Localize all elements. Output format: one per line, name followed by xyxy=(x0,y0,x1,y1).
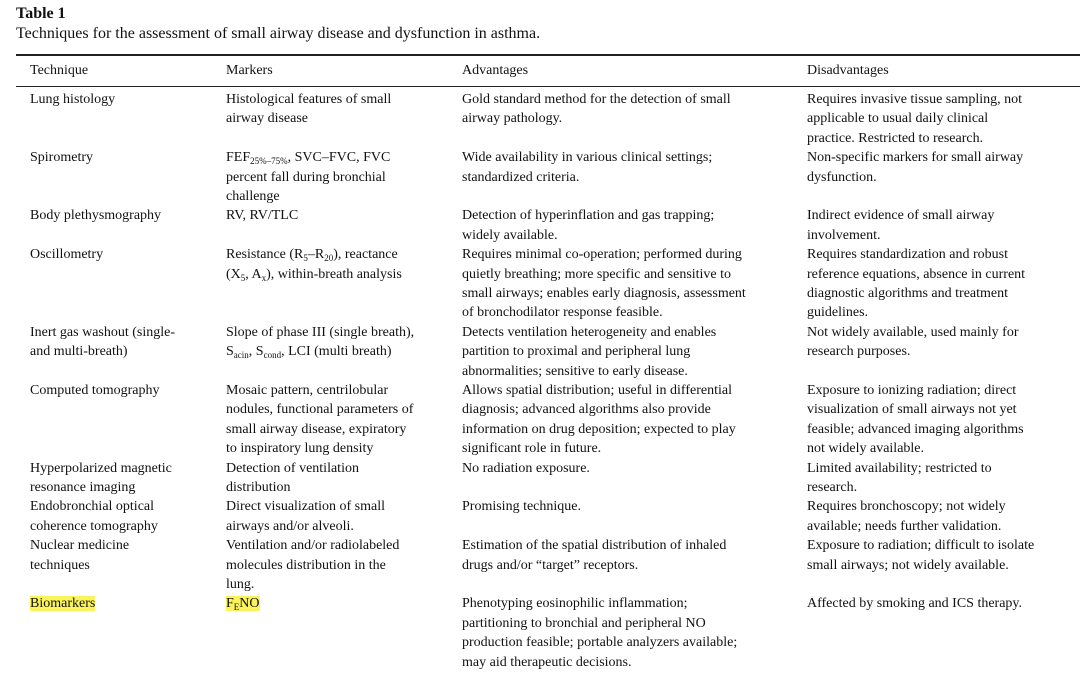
marker-text: (X xyxy=(226,266,241,282)
cell-line: Promising technique. xyxy=(462,499,581,515)
cell-line: Detection of ventilation xyxy=(226,460,359,476)
cell-line: applicable to usual daily clinical xyxy=(807,111,989,127)
highlighted-text xyxy=(226,596,260,611)
cell-line: airway disease xyxy=(226,111,309,127)
markers-cell xyxy=(226,90,451,129)
technique-cell xyxy=(30,594,215,613)
table-row xyxy=(0,381,1080,459)
cell-line: drugs and/or “target” receptors. xyxy=(462,557,639,573)
table-body xyxy=(0,90,1080,672)
technique-cell xyxy=(30,536,215,575)
marker-subscript: 20 xyxy=(324,253,334,264)
cell-line: available; needs further validation. xyxy=(807,518,1002,534)
cell-line: small airway disease, expiratory xyxy=(226,421,407,437)
cell-line: information on drug deposition; expected to play xyxy=(462,421,736,437)
cell-line: diagnosis; advanced algorithms also provide xyxy=(462,402,711,418)
cell-line: of bronchodilator response feasible. xyxy=(462,305,663,321)
markers-cell xyxy=(226,497,451,536)
cell-line: Non-specific markers for small airway xyxy=(807,150,1024,166)
cell-line: Affected by smoking and ICS therapy. xyxy=(807,596,1023,612)
cell-line: molecules distribution in the xyxy=(226,557,386,573)
cell-line: partitioning to bronchial and peripheral NO xyxy=(462,615,706,631)
technique-cell xyxy=(30,381,215,400)
cell-line: nodules, functional parameters of xyxy=(226,402,414,418)
cell-line: challenge xyxy=(226,189,280,204)
cell-line: Direct visualization of small xyxy=(226,499,386,515)
disadvantages-cell xyxy=(807,536,1075,575)
cell-line: production feasible; portable analyzers available; xyxy=(462,635,738,651)
marker-text: FEF xyxy=(226,150,251,166)
cell-line: Endobronchial optical xyxy=(30,499,155,515)
marker-subscript: 5 xyxy=(303,253,308,264)
highlighted-text: Biomarkers xyxy=(30,596,96,612)
cell-line: techniques xyxy=(30,557,90,573)
cell-line: and multi-breath) xyxy=(30,344,128,360)
cell-line: distribution xyxy=(226,479,291,495)
marker-text: ), reactance xyxy=(333,247,398,263)
technique-cell xyxy=(30,206,215,225)
advantages-cell xyxy=(462,206,792,245)
cell-line: involvement. xyxy=(807,227,881,243)
cell-line: standardized criteria. xyxy=(462,169,580,185)
cell-line: partition to proximal and peripheral lung xyxy=(462,344,691,360)
cell-line xyxy=(226,148,451,167)
table-row xyxy=(0,90,1080,148)
cell-line: Wide availability in various clinical settings; xyxy=(462,150,713,166)
table-row xyxy=(0,245,1080,323)
cell-line: Oscillometry xyxy=(30,247,104,263)
technique-cell xyxy=(30,497,215,536)
advantages-cell xyxy=(462,245,792,323)
table-row xyxy=(0,594,1080,672)
disadvantages-cell xyxy=(807,497,1075,536)
cell-line: not widely available. xyxy=(807,441,925,457)
markers-cell xyxy=(226,245,451,284)
technique-cell xyxy=(30,148,215,167)
cell-line: abnormalities; sensitive to early disease. xyxy=(462,363,688,379)
cell-line: may aid therapeutic decisions. xyxy=(462,654,632,670)
marker-text: , SVC–FVC, FVC xyxy=(287,150,391,166)
cell-line: No radiation exposure. xyxy=(462,460,590,476)
cell-line: RV, RV/TLC xyxy=(226,208,299,224)
cell-line: airways and/or alveoli. xyxy=(226,518,354,534)
cell-line: Nuclear medicine xyxy=(30,538,130,554)
cell-line: resonance imaging xyxy=(30,479,136,495)
cell-line: widely available. xyxy=(462,227,558,243)
markers-cell xyxy=(226,381,451,459)
top-rule xyxy=(16,54,1080,56)
markers-cell xyxy=(226,536,451,594)
cell-line: visualization of small airways not yet xyxy=(807,402,1017,418)
table-row xyxy=(0,459,1080,498)
technique-cell xyxy=(30,90,215,109)
cell-line: Requires invasive tissue sampling, not xyxy=(807,92,1023,107)
cell-line xyxy=(226,594,451,613)
cell-line: Requires standardization and robust xyxy=(807,247,1009,263)
marker-subscript: E xyxy=(233,602,240,613)
advantages-cell xyxy=(462,497,792,516)
technique-cell xyxy=(30,245,215,264)
cell-line xyxy=(30,594,215,613)
advantages-cell xyxy=(462,459,792,478)
cell-line: coherence tomography xyxy=(30,518,158,534)
cell-line: Histological features of small xyxy=(226,92,392,107)
cell-line: Slope of phase III (single breath), xyxy=(226,324,415,340)
marker-subscript: 25%–75% xyxy=(250,156,288,167)
advantages-cell xyxy=(462,323,792,381)
cell-line: guidelines. xyxy=(807,305,869,321)
cell-line: Ventilation and/or radiolabeled xyxy=(226,538,400,554)
advantages-cell xyxy=(462,536,792,575)
cell-line: research purposes. xyxy=(807,344,911,360)
advantages-cell xyxy=(462,148,792,187)
header-disadvantages: Disadvantages xyxy=(807,63,889,78)
cell-line: Body plethysmography xyxy=(30,208,162,224)
marker-text: Resistance (R xyxy=(226,247,304,263)
cell-line: Not widely available, used mainly for xyxy=(807,324,1019,340)
markers-cell xyxy=(226,323,451,362)
disadvantages-cell xyxy=(807,459,1075,498)
marker-text: F xyxy=(226,596,234,612)
marker-subscript: acin xyxy=(233,350,249,361)
markers-cell xyxy=(226,206,451,225)
marker-subscript: cond xyxy=(263,350,282,361)
advantages-cell xyxy=(462,594,792,672)
cell-line: Limited availability; restricted to xyxy=(807,460,992,476)
cell-line: Hyperpolarized magnetic xyxy=(30,460,172,476)
table-row xyxy=(0,536,1080,594)
cell-line: lung. xyxy=(226,576,255,592)
cell-line: significant role in future. xyxy=(462,441,602,457)
cell-line: practice. Restricted to research. xyxy=(807,130,984,146)
cell-line: airway pathology. xyxy=(462,111,563,127)
table-row xyxy=(0,148,1080,206)
cell-line: feasible; advanced imaging algorithms xyxy=(807,421,1024,437)
cell-line: Mosaic pattern, centrilobular xyxy=(226,382,389,398)
cell-line: Exposure to radiation; difficult to isolate xyxy=(807,538,1035,554)
cell-line: Requires minimal co-operation; performed during xyxy=(462,247,742,263)
markers-cell xyxy=(226,148,451,206)
cell-line: quietly breathing; more specific and sensitive to xyxy=(462,266,732,282)
header-rule xyxy=(16,86,1080,87)
cell-line: to inspiratory lung density xyxy=(226,441,374,457)
disadvantages-cell xyxy=(807,90,1075,148)
marker-text: S xyxy=(226,344,234,360)
table-title: Techniques for the assessment of small airway disease and dysfunction in asthma. xyxy=(16,25,541,42)
marker-text: NO xyxy=(239,596,260,612)
marker-text: , S xyxy=(248,344,264,360)
cell-line xyxy=(226,245,451,264)
cell-line: Gold standard method for the detection of small xyxy=(462,92,731,107)
markers-cell xyxy=(226,594,451,613)
cell-line: Allows spatial distribution; useful in differential xyxy=(462,382,732,398)
cell-line: Inert gas washout (single- xyxy=(30,324,176,340)
cell-line: percent fall during bronchial xyxy=(226,169,386,185)
cell-line: Detects ventilation heterogeneity and enables xyxy=(462,324,717,340)
header-markers: Markers xyxy=(226,63,273,78)
marker-text: , A xyxy=(245,266,262,282)
cell-line: small airways; enables early diagnosis, assessment xyxy=(462,285,746,301)
cell-line: Estimation of the spatial distribution of inhaled xyxy=(462,538,727,554)
advantages-cell xyxy=(462,90,792,129)
technique-cell xyxy=(30,323,215,362)
cell-line: Spirometry xyxy=(30,150,93,166)
table-label: Table 1 xyxy=(16,5,66,22)
markers-cell xyxy=(226,459,451,498)
cell-line: reference equations, absence in current xyxy=(807,266,1026,282)
cell-line: Detection of hyperinflation and gas trapping; xyxy=(462,208,715,224)
header-advantages: Advantages xyxy=(462,63,529,78)
table-row xyxy=(0,497,1080,536)
cell-line xyxy=(226,265,451,284)
marker-text: ), within-breath analysis xyxy=(266,266,402,282)
table-row xyxy=(0,206,1080,245)
cell-line: Requires bronchoscopy; not widely xyxy=(807,499,1006,515)
marker-subscript: x xyxy=(261,272,267,283)
cell-line: Indirect evidence of small airway xyxy=(807,208,995,224)
technique-cell xyxy=(30,459,215,498)
cell-line xyxy=(226,342,451,361)
cell-line: Lung histology xyxy=(30,92,116,107)
marker-text: –R xyxy=(307,247,325,263)
cell-line: small airways; not widely available. xyxy=(807,557,1009,573)
advantages-cell xyxy=(462,381,792,459)
disadvantages-cell xyxy=(807,206,1075,245)
marker-subscript: 5 xyxy=(240,272,246,283)
disadvantages-cell xyxy=(807,245,1075,323)
cell-line: Exposure to ionizing radiation; direct xyxy=(807,382,1017,398)
cell-line: research. xyxy=(807,479,858,495)
cell-line: diagnostic algorithms and treatment xyxy=(807,285,1009,301)
disadvantages-cell xyxy=(807,323,1075,362)
table-caption xyxy=(16,4,540,44)
marker-text: , LCI (multi breath) xyxy=(281,344,392,360)
cell-line: Computed tomography xyxy=(30,382,160,398)
cell-line: dysfunction. xyxy=(807,169,877,185)
disadvantages-cell xyxy=(807,148,1075,187)
disadvantages-cell xyxy=(807,381,1075,459)
header-technique: Technique xyxy=(30,63,89,78)
cell-line: Phenotyping eosinophilic inflammation; xyxy=(462,596,688,612)
table-row xyxy=(0,323,1080,381)
disadvantages-cell xyxy=(807,594,1075,613)
